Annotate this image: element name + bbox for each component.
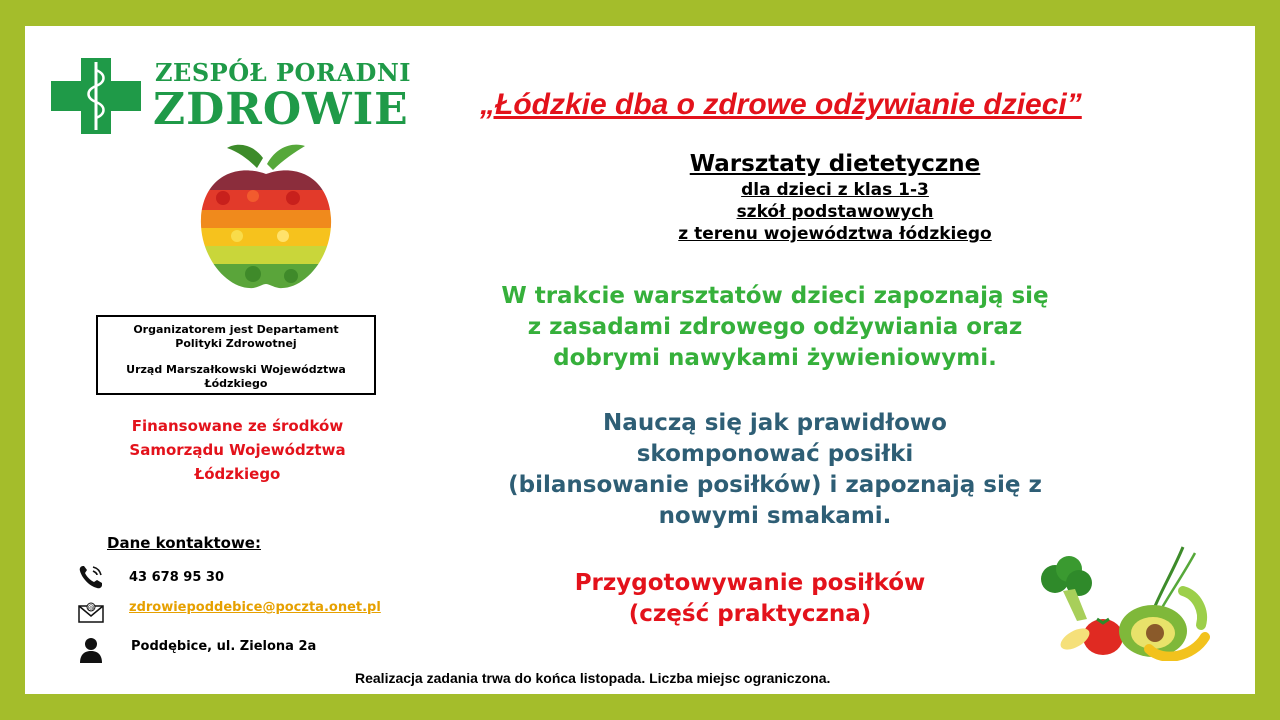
learning-description [445,408,1105,532]
workshop-description [445,281,1105,374]
organizer-line: Łódzkiego [204,377,268,390]
learning-line: (bilansowanie posiłków) i zapoznają się z [508,472,1042,498]
headline: „Łódzkie dba o zdrowe odżywianie dzieci” [480,88,1082,121]
email-link[interactable]: zdrowiepoddebice@poczta.onet.pl [129,600,381,615]
footer-note: Realizacja zadania trwa do końca listopada. Liczba miejsc ograniczona. [355,670,831,686]
description-line: W trakcie warsztatów dzieci zapoznają się [501,283,1049,309]
organizer-line: Polityki Zdrowotnej [175,337,297,350]
vegetables-image [1033,541,1213,661]
logo-title-line1: ZESPÓŁ PORADNI [155,58,411,87]
workshop-title: Warsztaty dietetyczne [689,151,981,177]
learning-line: skomponować posiłki [636,441,914,467]
organizer-box [96,315,376,395]
email-icon [77,598,105,626]
organizer-line: Organizatorem jest Departament [133,323,339,336]
learning-line: Nauczą się jak prawidłowo [603,410,947,436]
practical-line: Przygotowywanie posiłków [574,570,926,596]
address: Poddębice, ul. Zielona 2a [131,639,317,654]
financing-line: Łódzkiego [194,465,281,483]
vegetable-apple-image [193,138,339,298]
logo-title-line2: ZDROWIE [153,84,409,135]
contact-title: Dane kontaktowe: [107,534,261,552]
svg-text:@: @ [87,604,95,612]
flyer [25,26,1255,694]
learning-line: nowymi smakami. [658,503,892,529]
phone-icon [77,563,105,591]
person-icon [77,636,105,664]
phone-number: 43 678 95 30 [129,570,224,585]
medical-cross-icon [51,58,141,134]
workshop-block [585,149,1085,245]
description-line: dobrymi nawykami żywieniowymi. [553,345,997,371]
practical-line: (część praktyczna) [628,601,872,627]
organizer-line: Urząd Marszałkowski Województwa [126,363,346,376]
workshop-line: z terenu województwa łódzkiego [678,224,992,244]
workshop-line: dla dzieci z klas 1-3 [741,180,929,200]
practical-part [525,568,975,630]
description-line: z zasadami zdrowego odżywiania oraz [527,314,1023,340]
financing-note [105,414,370,486]
financing-line: Finansowane ze środków [131,417,344,435]
workshop-line: szkół podstawowych [736,202,934,222]
financing-line: Samorządu Województwa [129,441,346,459]
